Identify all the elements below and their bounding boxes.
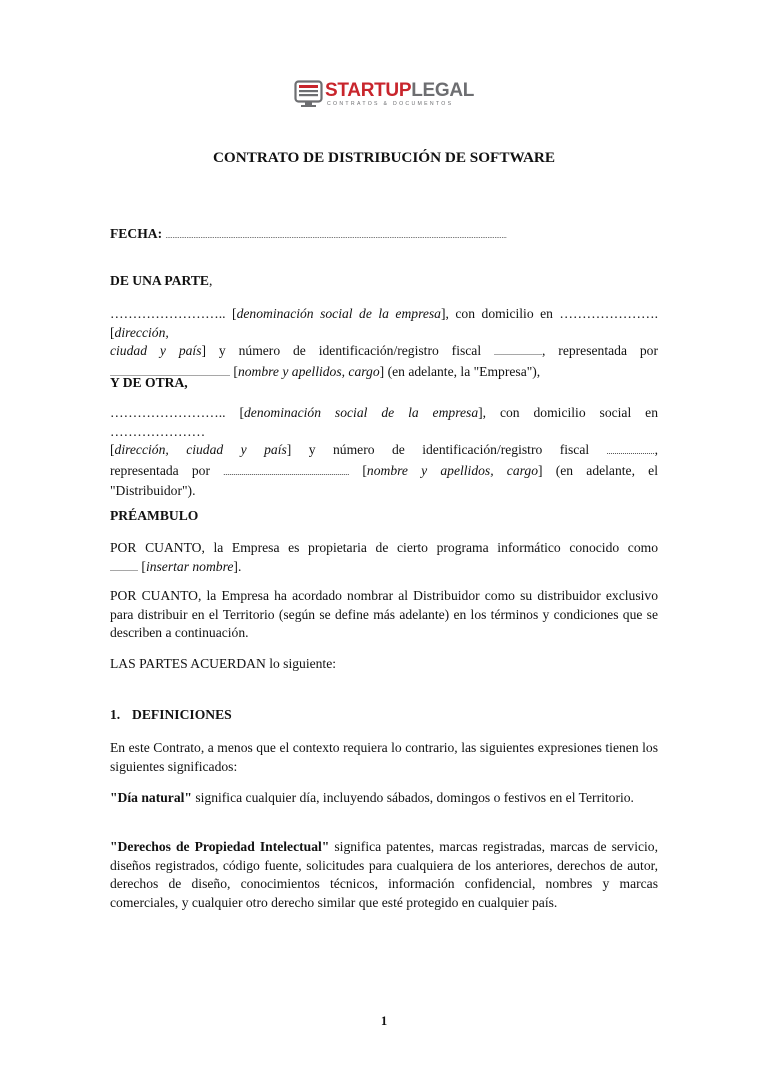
text: , representada por	[542, 343, 658, 359]
text: [	[225, 405, 244, 420]
definition-text: significa cualquier día, incluyendo sábados, domingos o festivos en el Territorio.	[191, 790, 634, 805]
section-1-intro: En este Contrato, a menos que el contexto requiera lo contrario, las siguientes expresiones tienen los siguientes significados:	[110, 740, 658, 774]
parte1-heading-suffix: ,	[208, 273, 213, 288]
parte1-line-3	[110, 363, 658, 384]
blank-dots: ..............	[110, 563, 138, 573]
text: ].	[233, 558, 242, 574]
placeholder-direccion: dirección,	[114, 324, 169, 340]
fecha-label: FECHA:	[110, 226, 163, 241]
text: [	[110, 442, 115, 458]
text: ], con domicilio social en …………………	[110, 405, 658, 439]
blank-dots: ……………………..	[110, 405, 226, 420]
monitor-logo-icon	[294, 80, 324, 108]
startuplegal-logo	[294, 80, 475, 110]
parte2-paragraph	[110, 404, 658, 501]
placeholder-insertar-nombre: insertar nombre	[145, 558, 234, 574]
page-number: 1	[380, 1014, 388, 1028]
preambulo-p1-line-1: POR CUANTO, la Empresa es propietaria de cierto programa informático conocido como	[110, 540, 658, 555]
text: [	[225, 306, 237, 321]
text: ] (en adelante, la "Empresa"),	[379, 363, 541, 379]
parte1-line-1	[110, 305, 658, 342]
text: ] y número de identificación/registro fiscal	[201, 343, 494, 359]
parte1-line-2	[110, 342, 658, 363]
definition-dia-natural	[110, 789, 658, 808]
text: [	[138, 558, 146, 574]
definition-term: "Derechos de Propiedad Intelectual"	[110, 839, 330, 854]
placeholder-denominacion: denominación social de la empresa	[244, 405, 479, 420]
logo-subtitle: CONTRATOS & DOCUMENTOS	[327, 101, 454, 107]
blank-dots: ……………………..	[110, 306, 226, 321]
section-number: 1.	[110, 707, 121, 722]
preambulo-paragraph-2: POR CUANTO, la Empresa ha acordado nombrar al Distribuidor como su distribuidor exclusivo para distribuir en el Territorio (según se define más adelante) en los términos y condiciones que se describen a continuación.	[110, 588, 658, 641]
logo-word-legal: LEGAL	[411, 80, 475, 101]
preambulo-paragraph-1	[110, 539, 658, 578]
definition-derechos-pi	[110, 838, 658, 912]
parte2-line-3	[110, 462, 658, 483]
placeholder-ciudad: ciudad y país	[110, 343, 202, 359]
parte1-heading-text: DE UNA PARTE	[110, 273, 209, 288]
section-1-heading	[110, 706, 232, 724]
parte2-heading: Y DE OTRA,	[110, 375, 188, 390]
blank-dots: ............................................................	[110, 368, 230, 378]
section-title: DEFINICIONES	[132, 707, 232, 722]
parte1-heading	[110, 272, 212, 290]
preambulo-paragraph-3: LAS PARTES ACUERDAN lo siguiente:	[110, 656, 337, 671]
parte1-paragraph	[110, 305, 658, 383]
definition-text: significa patentes, marcas registradas, marcas de servicio, diseños registrados, código fuente, solicitudes para cualquiera de los anteriores, derechos de autor, derechos de diseño, conocimientos técnicos, información confidencial, nombres y marcas comerciales, y cualquier otro derecho similar que esté protegido en cualquier país.	[110, 839, 658, 910]
fecha-blank: ...................................................................................................................................................................................................	[165, 232, 507, 240]
parte2-line-2	[110, 441, 658, 462]
logo-wordmark	[325, 80, 474, 102]
blank-dots: ........................	[606, 447, 655, 457]
text: ] y número de identificación/registro fiscal	[286, 442, 607, 458]
document-title: CONTRATO DE DISTRIBUCIÓN DE SOFTWARE	[212, 149, 556, 166]
placeholder-direccion: dirección, ciudad y país	[114, 442, 287, 458]
parte2-line-4: "Distribuidor").	[110, 483, 196, 499]
text: [	[349, 462, 367, 478]
text: ], con domicilio en …………………. [	[110, 306, 658, 340]
blank-dots: ...............................................................	[223, 467, 350, 477]
preambulo-p1-line-2	[110, 558, 658, 579]
text: ] (en adelante, el	[538, 462, 658, 478]
preambulo-heading: PRÉAMBULO	[110, 508, 199, 523]
placeholder-nombre: nombre y apellidos, cargo	[366, 462, 539, 478]
text: representada por	[110, 462, 224, 478]
fecha-line	[110, 225, 658, 246]
blank-dots: ........................	[494, 348, 542, 358]
placeholder-denominacion: denominación social de la empresa	[236, 306, 441, 321]
logo-word-startup: STARTUP	[325, 80, 412, 101]
placeholder-nombre: nombre y apellidos, cargo	[237, 363, 380, 379]
text: [	[230, 363, 238, 379]
definition-term: "Día natural"	[110, 790, 192, 805]
parte2-line-1	[110, 404, 658, 441]
text: ,	[654, 442, 658, 458]
